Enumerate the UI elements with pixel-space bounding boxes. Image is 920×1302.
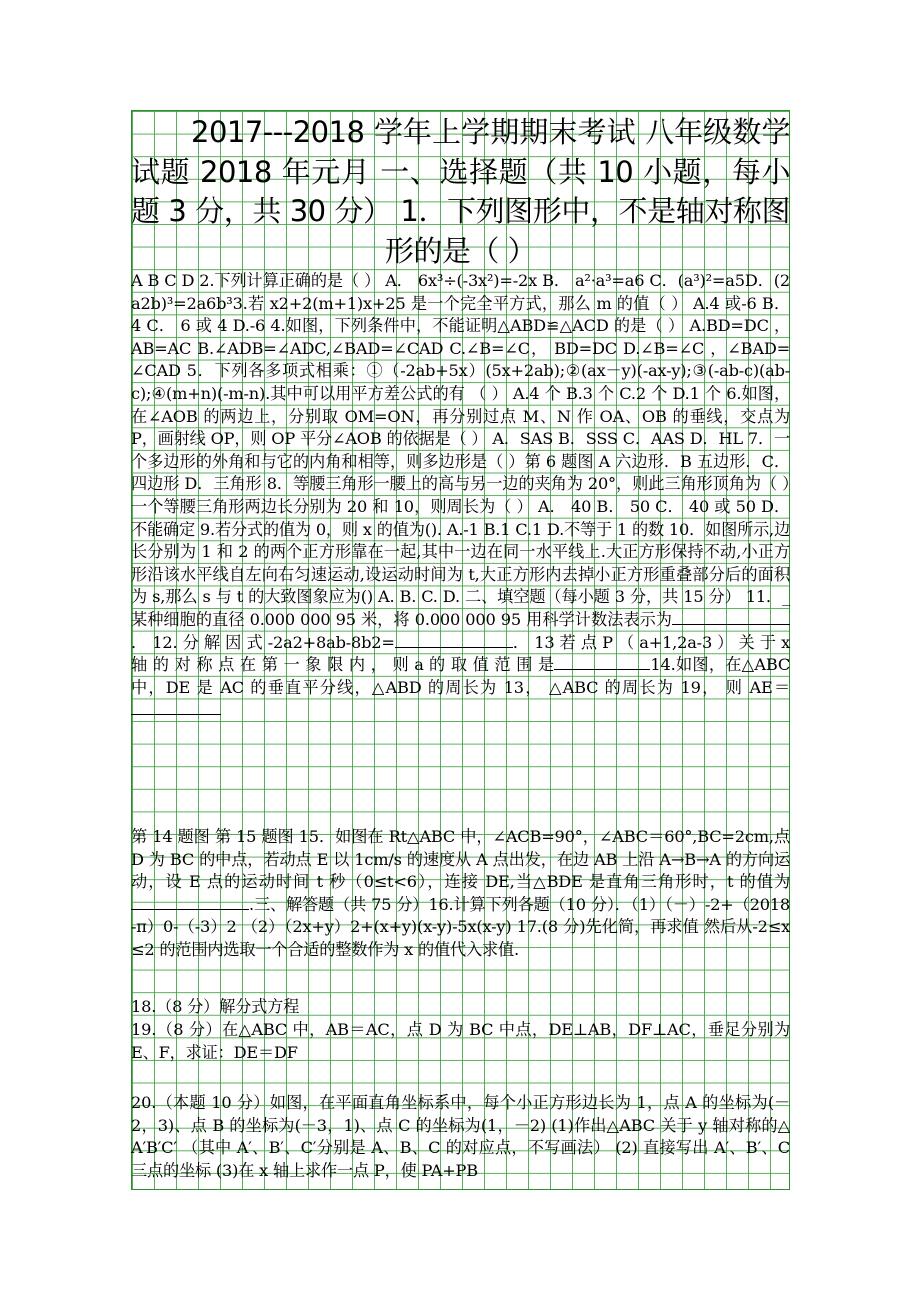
answer-blank-13 <box>554 669 650 670</box>
answer-blank-12 <box>395 647 513 648</box>
question-20: 20.（本题 10 分）如图，在平面直角坐标系中，每个小正方形边长为 1，点 A 的坐标为(－2，3)、点 B 的坐标为(－3，1)、点 C 的坐标为(1，－2) (1)作出△ABC 关于 y 轴对称的△A′B′C′ （其中 A′、B′、C′分别是 A、B、C 的对应点，不写画法） (2) 直接写出 A′、B′、C 三点的坐标 (3)在 x 轴上求作一点 P，使 PA+PB <box>131 1093 790 1180</box>
fill-blank-section <box>131 826 790 962</box>
answer-blank-15 <box>131 909 249 910</box>
document-title <box>131 113 790 271</box>
section1-tail2: ． 13 若 点 P （ a+1,2a-3 ） 关 于 x 轴 的 对 称 点 在 第 一 象 限 内 ， 则 a 的 取 值 范 围 是 <box>131 632 790 675</box>
answer-blank-11 <box>672 624 790 625</box>
answer-blank-14 <box>131 714 221 715</box>
question-18: 18.（8 分）解分式方程 <box>131 997 300 1016</box>
section2-tail: .三、解答题（共 75 分）16.计算下列各题（10 分）．（1）（－）-2+（2018-π）0-（-3）2 （2）（2x+y）2+(x+y)(x-y)-5x(x-y) 17.(8 分)先化简，再求值 然后从-2≤x≤2 的范围内选取一个合适的整数作为 x 的值代入求值. <box>131 894 790 959</box>
title-text: 2017---2018 学年上学期期末考试 八年级数学试题 2018 年元月 一、选择题（共 10 小题，每小题 3 分，共 30 分） 1．下列图形中，不是轴对称图形的是（ ） <box>131 115 790 268</box>
multiple-choice-section <box>131 270 790 757</box>
question-19: 19.（8 分）在△ABC 中，AB＝AC，点 D 为 BC 中点，DE⊥AB，DF⊥AC，垂足分别为 E、F，求证：DE＝DF <box>131 1020 790 1062</box>
section1-tail: ． 12. 分 解 因 式 -2a2+8ab-8b2= <box>131 632 395 652</box>
section1-text: A B C D 2.下列计算正确的是（ ） A． 6x³÷(-3x²)=-2x B． a²·a³=a6 C．(a³)²=a5D．(2a2b)³=2a6b³3.若 x2+2(m+1)x+25 是一个完全平方式，那么 m 的值（ ） A.4 或-6 B． 4 C． 6 或 4 D.-6 4.如图，下列条件中，不能证明△ABD≌△ACD 的是（ ） A.BD=DC ，AB=AC B.∠ADB=∠ADC,∠BAD=∠CAD C.∠B=∠C， BD=DC D.∠B=∠C ，∠BAD=∠CAD 5．下列各多项式相乘：①（-2ab+5x）(5x+2ab);②(ax－y)(-ax-y);③(-ab-c)(ab-c);④(m+n)(-m-n).其中可以用平方差公式的有 （ ） A.4 个 B.3 个 C.2 个 D.1 个 6.如图，在∠AOB 的两边上，分别取 OM=ON，再分别过点 M、N 作 OA、OB 的垂线，交点为 P，画射线 OP，则 OP 平分∠AOB 的依据是（ ） A．SAS B．SSS C．AAS D．HL 7．一个多边形的外角和与它的内角和相等，则多边形是（ ）第 6 题图 A 六边形．B 五边形．C．四边形 D．三角形 8．等腰三角形一腰上的高与另一边的夹角为 20°，则此三角形顶角为（ ）一个等腰三角形两边长分别为 20 和 10，则周长为（ ） A． 40 B． 50 C． 40 或 50 D．不能确定 9.若分式的值为 0，则 x 的值为(). A.-1 B.1 C.1 D.不等于 1 的数 10．如图所示,边长分别为 1 和 2 的两个正方形靠在一起,其中一边在同一水平线上.大正方形保持不动,小正方形沿该水平线自左向右匀速运动,设运动时间为 t,大正方形内去掉小正方形重叠部分后的面积为 s,那么 s 与 t 的大致图象应为() A. B. C. D. 二、填空题（每小题 3 分，共 15 分） 11．_某种细胞的直径 0.000 000 95 米，将 0.000 000 95 用科学计数法表示为 <box>131 271 790 629</box>
section1-tail3: 14.如图，在△ABC 中，DE 是 AC 的垂直平分线，△ABD 的周长为 13， △ABC 的周长为 19， 则 AE＝ <box>131 655 790 697</box>
section2-text: 第 14 题图 第 15 题图 15．如图在 Rt△ABC 中，∠ACB=90°，∠ABC＝60°,BC=2cm,点 D 为 BC 的中点，若动点 E 以 1cm/s 的速度从 A 点出发，在边 AB 上沿 A→B→A 的方向运动，设 E 点的运动时间 t 秒（0≤t<6），连接 DE,当△BDE 是直角三角形时，t 的值为 <box>131 827 790 892</box>
